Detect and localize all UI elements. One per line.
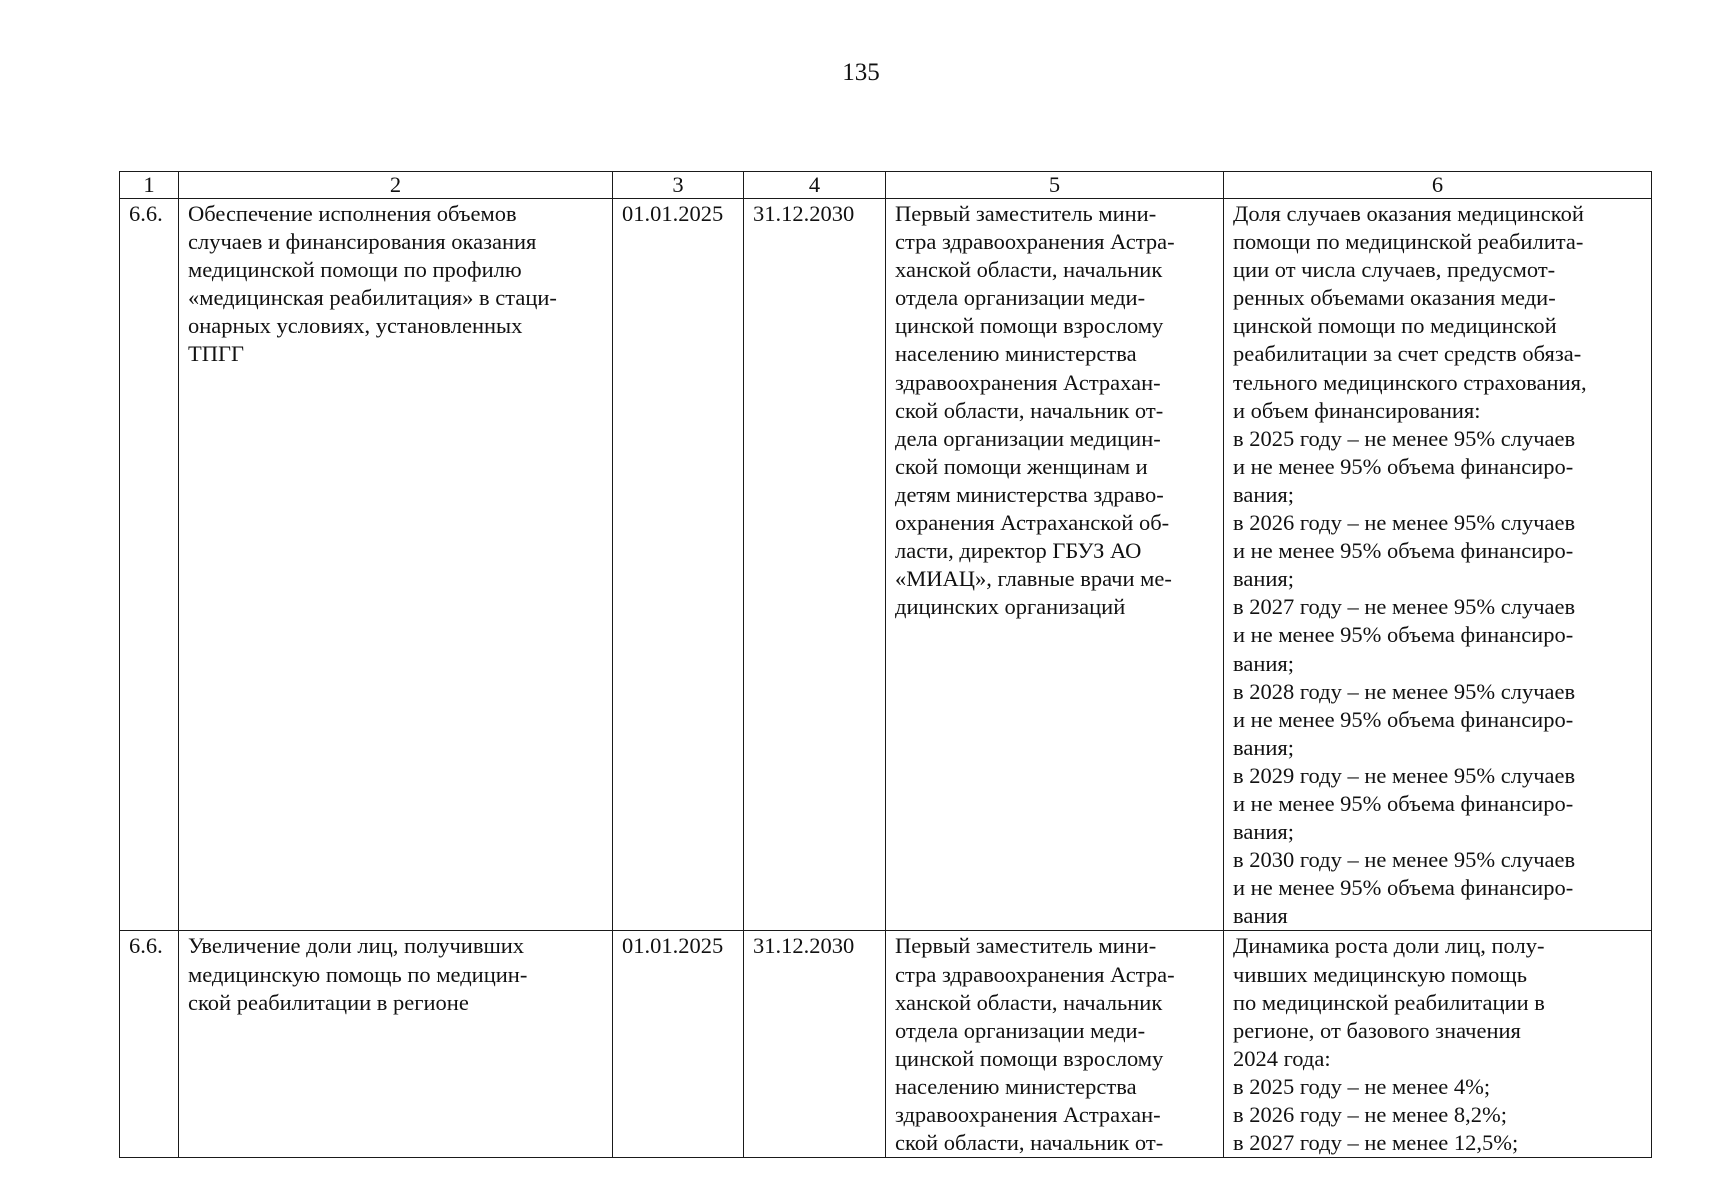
responsible-text-line: ханской области, начальник	[895, 989, 1163, 1015]
responsible-text-line: ской области, начальник от-	[895, 1130, 1164, 1156]
responsible-text-line: цинской помощи взрослому	[895, 313, 1164, 339]
result-cell	[1224, 199, 1652, 931]
result-text-line: вания;	[1233, 566, 1294, 592]
result-text-line: и объем финансирования:	[1233, 397, 1481, 423]
result-text-line: в 2026 году – не менее 8,2%;	[1233, 1102, 1507, 1127]
result-text-line: помощи по медицинской реабилита-	[1233, 229, 1584, 255]
activity-text-line: медицинскую помощь по медицин-	[188, 961, 528, 987]
responsible-cell	[886, 199, 1224, 931]
result-text-line: в 2026 году – не менее 95% случаев	[1233, 510, 1576, 536]
column-header-6: 6	[1224, 172, 1652, 199]
activity-text-line: онарных условиях, установленных	[188, 313, 523, 339]
result-text-line: ренных объемами оказания меди-	[1233, 285, 1556, 311]
responsible-text-line: населению министерства	[895, 1073, 1137, 1099]
result-text-line: вания;	[1233, 819, 1294, 845]
result-text-line: 2024 года:	[1233, 1045, 1331, 1071]
responsible-text-line: населению министерства	[895, 341, 1137, 367]
result-text-line: и не менее 95% объема финансиро-	[1233, 453, 1574, 479]
responsible-text-line: ласти, директор ГБУЗ АО	[895, 538, 1142, 564]
result-text-line: в 2029 году – не менее 95% случаев	[1233, 762, 1576, 788]
responsible-cell	[886, 931, 1224, 1158]
responsible-text-line: стра здравоохранения Астра-	[895, 229, 1175, 255]
responsible-text-line: детям министерства здраво-	[895, 481, 1164, 507]
column-header-3: 3	[613, 172, 744, 199]
result-cell	[1224, 931, 1652, 1158]
result-text-line: вания;	[1233, 481, 1294, 507]
result-text-line: и не менее 95% объема финансиро-	[1233, 790, 1574, 816]
result-text-line: в 2027 году – не менее 95% случаев	[1233, 594, 1576, 620]
activity-text-line: Увеличение доли лиц, получивших	[188, 933, 525, 959]
column-header-2: 2	[179, 172, 613, 199]
responsible-text-line: здравоохранения Астрахан-	[895, 369, 1161, 395]
result-text-line: чивших медицинскую помощь	[1233, 961, 1527, 987]
table-row	[120, 199, 1652, 931]
result-text-line: по медицинской реабилитации в	[1233, 989, 1545, 1015]
responsible-text-line: отдела организации меди-	[895, 1017, 1146, 1043]
result-text-line: в 2025 году – не менее 4%;	[1233, 1073, 1491, 1099]
result-text-line: в 2030 году – не менее 95% случаев	[1233, 847, 1576, 873]
result-text-line: и не менее 95% объема финансиро-	[1233, 622, 1574, 648]
end-date-cell: 31.12.2030	[744, 931, 886, 1158]
result-text-line: вания;	[1233, 734, 1294, 760]
activity-cell	[179, 931, 613, 1158]
end-date-cell: 31.12.2030	[744, 199, 886, 931]
result-text-line: вания;	[1233, 650, 1294, 676]
responsible-text-line: дела организации медицин-	[895, 425, 1161, 451]
item-number-cell: 6.6.	[120, 199, 179, 931]
result-text-line: реабилитации за счет средств обяза-	[1233, 341, 1582, 367]
activity-text-line: «медицинская реабилитация» в стаци-	[188, 285, 557, 311]
result-text-line: и не менее 95% объема финансиро-	[1233, 875, 1574, 901]
responsible-text-line: ской области, начальник от-	[895, 397, 1164, 423]
responsible-text-line: ханской области, начальник	[895, 257, 1163, 283]
start-date-cell: 01.01.2025	[613, 931, 744, 1158]
result-text-line: регионе, от базового значения	[1233, 1017, 1521, 1043]
result-text-line: и не менее 95% объема финансиро-	[1233, 538, 1574, 564]
responsible-text-line: цинской помощи взрослому	[895, 1045, 1164, 1071]
result-text-line: в 2028 году – не менее 95% случаев	[1233, 678, 1576, 704]
table-row	[120, 931, 1652, 1158]
responsible-text-line: стра здравоохранения Астра-	[895, 961, 1175, 987]
result-text-line: в 2027 году – не менее 12,5%;	[1233, 1130, 1519, 1156]
responsible-text-line: ской помощи женщинам и	[895, 453, 1148, 479]
column-header-5: 5	[886, 172, 1224, 199]
responsible-text-line: охранения Астраханской об-	[895, 510, 1170, 536]
responsible-text-line: «МИАЦ», главные врачи ме-	[895, 566, 1172, 592]
activity-text-line: медицинской помощи по профилю	[188, 257, 522, 283]
page-number: 135	[842, 59, 880, 86]
activity-text-line: ТПГГ	[188, 341, 245, 367]
start-date-cell: 01.01.2025	[613, 199, 744, 931]
item-number-cell: 6.6.	[120, 931, 179, 1158]
responsible-text-line: дицинских организаций	[895, 594, 1126, 620]
activity-text-line: Обеспечение исполнения объемов	[188, 201, 517, 226]
activity-cell	[179, 199, 613, 931]
result-text-line: тельного медицинского страхования,	[1233, 369, 1587, 395]
column-header-4: 4	[744, 172, 886, 199]
responsible-text-line: Первый заместитель мини-	[895, 201, 1157, 226]
responsible-text-line: здравоохранения Астрахан-	[895, 1102, 1161, 1127]
responsible-text-line: отдела организации меди-	[895, 285, 1146, 311]
column-header-1: 1	[120, 172, 179, 199]
result-text-line: Доля случаев оказания медицинской	[1233, 201, 1584, 226]
result-text-line: ции от числа случаев, предусмот-	[1233, 257, 1556, 283]
responsible-text-line: Первый заместитель мини-	[895, 933, 1157, 959]
result-text-line: Динамика роста доли лиц, полу-	[1233, 933, 1545, 959]
result-text-line: в 2025 году – не менее 95% случаев	[1233, 425, 1576, 451]
result-text-line: цинской помощи по медицинской	[1233, 313, 1557, 339]
activity-text-line: ской реабилитации в регионе	[188, 989, 469, 1015]
result-text-line: и не менее 95% объема финансиро-	[1233, 706, 1574, 732]
activity-text-line: случаев и финансирования оказания	[188, 229, 537, 255]
measures-table	[119, 171, 1652, 1158]
result-text-line: вания	[1233, 903, 1288, 929]
column-number-header-row	[120, 172, 1652, 199]
